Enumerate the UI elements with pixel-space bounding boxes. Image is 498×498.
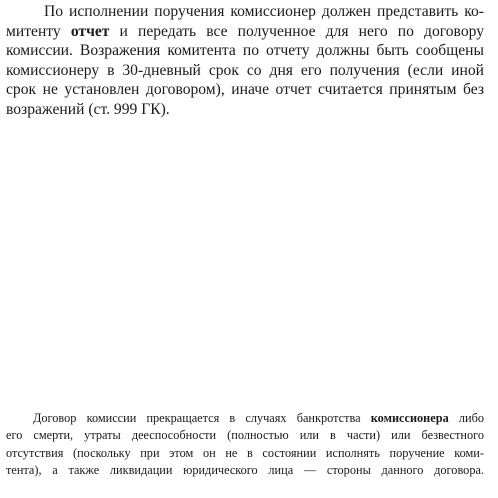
text-fragment: и передать все полученное для него по договору <box>109 22 484 40</box>
text-line: По исполнении поручения комиссионер должен представить ко- <box>44 3 484 20</box>
text-line <box>6 22 484 42</box>
report-paragraph <box>6 2 484 120</box>
bold-term: комиссионера <box>370 411 449 425</box>
text-line: тента), а также ликвидации юридического лица — стороны данного договора. <box>6 462 484 477</box>
text-fragment: Договор комиссии прекращается в случаях банкротства <box>33 411 371 425</box>
text-line: его смерти, утраты дееспособности (полностью или в части) или безвестного <box>6 428 484 443</box>
text-line: отсутствия (поскольку при этом он не в состоянии исполнять поручение коми- <box>6 445 484 460</box>
bold-term: отчет <box>70 22 110 40</box>
text-line <box>6 410 484 427</box>
text-fragment: либо <box>448 411 484 425</box>
text-line: срок не установлен договором), иначе отчет считается принятым без <box>6 81 484 99</box>
text-fragment: митенту <box>6 22 71 40</box>
text-line: возражений (ст. 999 ГК). <box>6 100 170 118</box>
text-line: комиссионеру в 30-дневный срок со дня его получения (если иной <box>6 61 484 79</box>
text-line: комиссии. Возражения комитента по отчету должны быть сообщены <box>6 42 484 60</box>
termination-paragraph <box>6 410 484 479</box>
